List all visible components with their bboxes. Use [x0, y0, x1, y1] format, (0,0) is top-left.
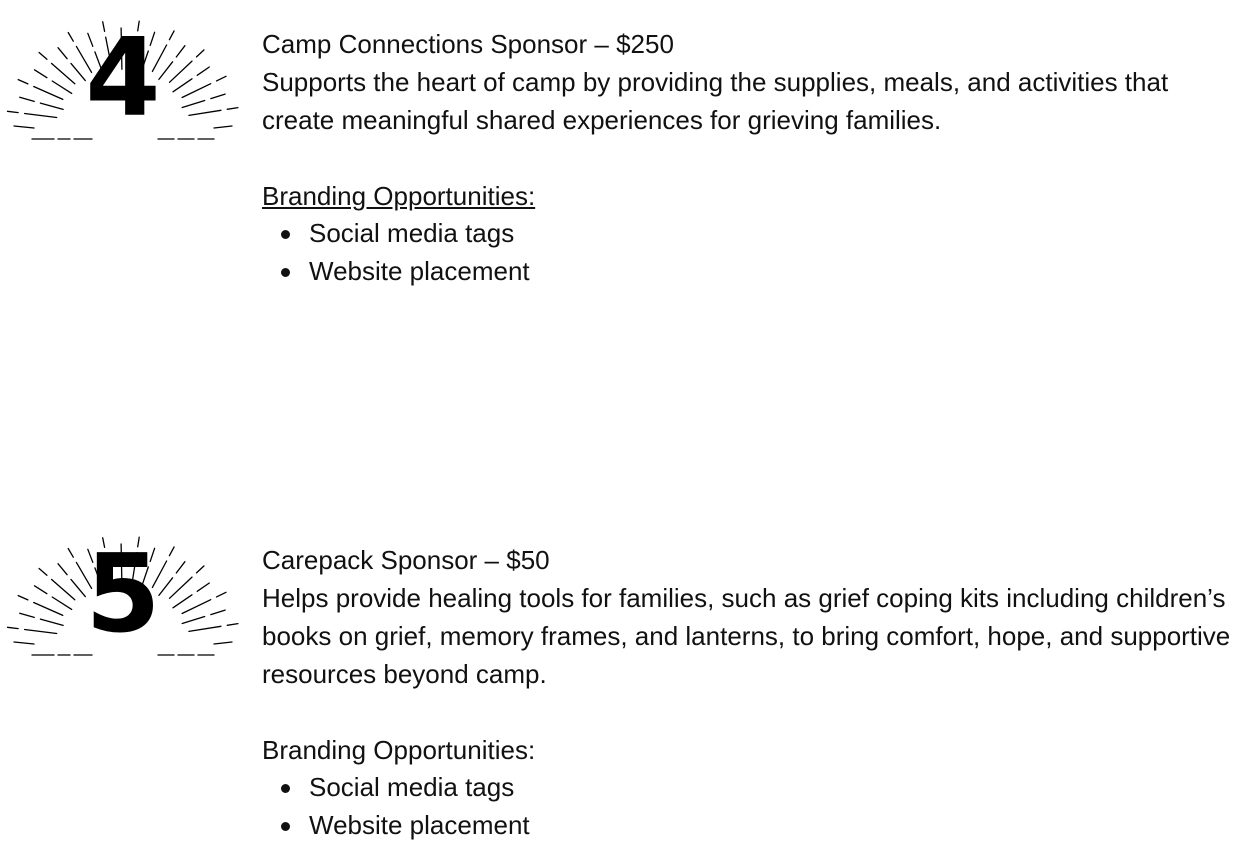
tier-title: Camp Connections Sponsor – $250: [262, 29, 674, 59]
branding-heading: Branding Opportunities:: [262, 181, 536, 211]
benefit-item: Website placement: [309, 807, 1242, 845]
benefit-item: Website placement: [309, 253, 1242, 291]
branding-heading: Branding Opportunities:: [262, 735, 536, 765]
tier-number: 5: [85, 532, 161, 657]
tier-number-badge: [8, 14, 238, 144]
tier-number: 4: [85, 16, 161, 141]
benefit-item: Social media tags: [309, 215, 1242, 253]
tier-description: Supports the heart of camp by providing the supplies, meals, and activities that create meaningful shared experiences for grieving families.: [262, 67, 1169, 135]
tier-content: [262, 541, 1242, 844]
tier-content: [262, 25, 1242, 290]
benefit-item: Social media tags: [309, 769, 1242, 807]
benefits-list: [262, 769, 1242, 844]
tier-description: Helps provide healing tools for families, such as grief coping kits including children’s books on grief, memory frames, and lanterns, to bring comfort, hope, and supportive resources beyond camp.: [262, 583, 1231, 689]
benefits-list: [262, 215, 1242, 290]
tier-number-badge: [8, 530, 238, 660]
tier-title: Carepack Sponsor – $50: [262, 545, 550, 575]
